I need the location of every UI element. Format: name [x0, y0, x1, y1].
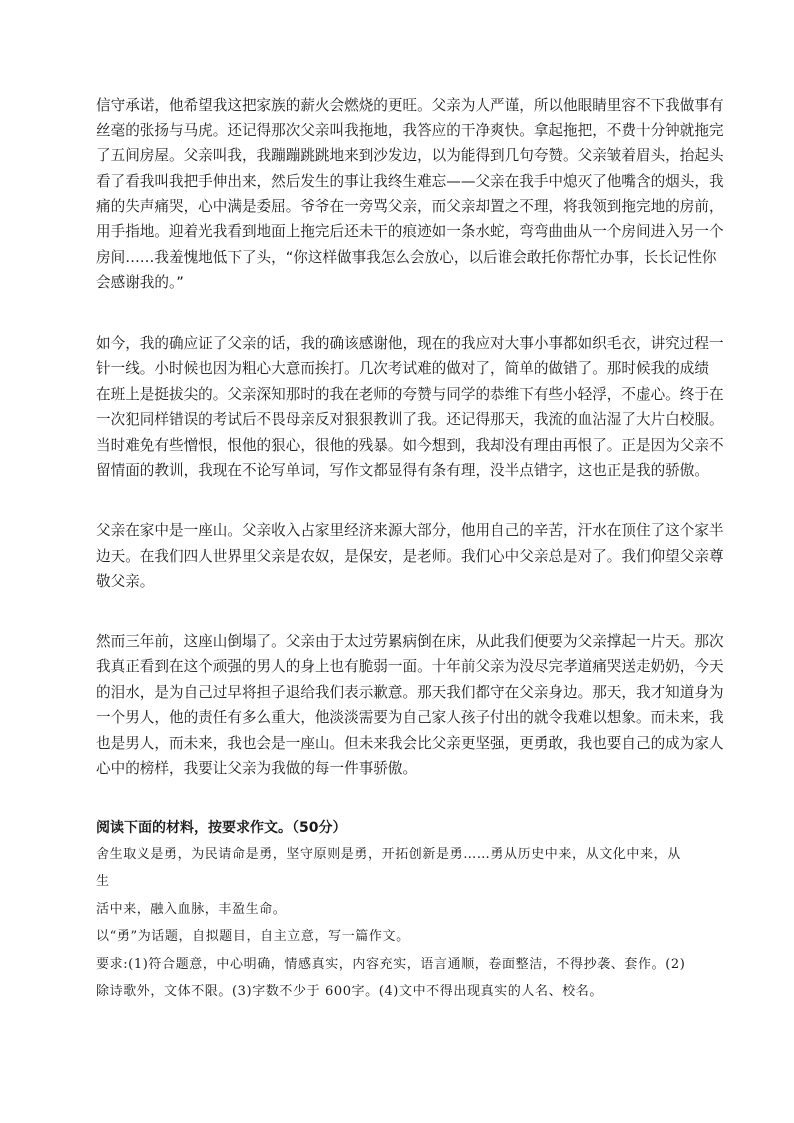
text-line: 然而三年前，这座山倒塌了。父亲由于太过劳累病倒在床，从此我们便要为父亲撑起一片天。那次: [96, 633, 724, 650]
text-line: 用手指地。迎着光我看到地面上拖完后还未干的痕迹如一条水蛇，弯弯曲曲从一个房间进入另一个: [96, 223, 724, 240]
task-heading: 阅读下面的材料，按要求作文。（50分）: [96, 820, 347, 836]
text-line: 一次犯同样错误的考试后不畏母亲反对狠狠教训了我。还记得那天，我流的血沾湿了大片白校服。: [96, 411, 724, 428]
text-line: 我真正看到在这个顽强的男人的身上也有脆弱一面。十年前父亲为没尽完孝道痛哭送走奶奶，今天: [96, 658, 724, 675]
task-line: 活中来，融入血脉，丰盈生命。: [96, 902, 287, 917]
text-line: 一个男人，他的责任有多么重大，他淡淡需要为自己家人孩子付出的就令我难以想象。而未来，我: [96, 709, 724, 726]
text-line: 针一线。小时候也因为粗心大意而挨打。几次考试难的做对了，简单的做错了。那时候我的成绩: [96, 360, 709, 377]
text-line: 看了看我叫我把手伸出来，然后发生的事让我终生难忘——父亲在我手中熄灭了他嘴含的烟头，我: [96, 173, 724, 190]
text-line: 信守承诺，他希望我这把家族的薪火会燃烧的更旺。父亲为人严谨，所以他眼睛里容不下我做事有: [96, 97, 724, 114]
text-line: 心中的榜样，我要让父亲为我做的每一件事骄傲。: [96, 760, 418, 777]
task-line: 以“勇”为话题，自拟题目，自主立意，写一篇作文。: [96, 929, 410, 944]
text-line: 父亲在家中是一座山。父亲收入占家里经济来源大部分，他用自己的辛苦，汗水在顶住了这个家半: [96, 522, 724, 539]
text-line: 如今，我的确应证了父亲的话，我的确该感谢他，现在的我应对大事小事都如织毛衣，讲究过程一: [96, 335, 724, 352]
task-line: 舍生取义是勇，为民请命是勇，坚守原则是勇，开拓创新是勇……勇从历史中来，从文化中来，从: [96, 847, 681, 862]
text-line: 的泪水，是为自己过早将担子退给我们表示歉意。那天我们都守在父亲身边。那天，我才知道身为: [96, 684, 724, 701]
text-line: 痛的失声痛哭，心中满是委屈。爷爷在一旁骂父亲，而父亲却置之不理，将我领到拖完地的房前，: [96, 198, 724, 215]
text-line: 丝毫的张扬与马虎。还记得那次父亲叫我拖地，我答应的干净爽快。拿起拖把，不费十分钟就拖完: [96, 122, 724, 139]
text-line: 在班上是挺拔尖的。父亲深知那时的我在老师的夸赞与同学的恭维下有些小轻浮，不虚心。终于在: [96, 386, 724, 403]
text-line: 会感谢我的。”: [96, 274, 184, 291]
text-line: 敬父亲。: [96, 573, 155, 590]
task-line: 要求:(1)符合题意，中心明确，情感真实，内容充实，语言通顺，卷面整洁，不得抄袭、套作。(2): [96, 957, 686, 972]
text-line: 了五间房屋。父亲叫我，我蹦蹦跳跳地来到沙发边，以为能得到几句夸赞。父亲皱着眉头，抬起头: [96, 147, 724, 164]
text-line: 当时难免有些憎恨，恨他的狠心，很他的残暴。如今想到，我却没有理由再恨了。正是因为父亲不: [96, 437, 724, 454]
text-line: 边天。在我们四人世界里父亲是农奴，是保安，是老师。我们心中父亲总是对了。我们仰望父亲尊: [96, 548, 724, 565]
task-line: 除诗歌外，文体不限。(3)字数不少于 600字。(4)文中不得出现真实的人名、校名。: [96, 984, 603, 999]
text-line: 房间……我羞愧地低下了头，“你这样做事我怎么会放心，以后谁会敢托你帮忙办事，长长记性你: [96, 249, 717, 266]
text-line: 也是男人，而未来，我也会是一座山。但未来我会比父亲更坚强，更勇敢，我也要自己的成为家人: [96, 735, 724, 752]
task-line: 生: [96, 874, 110, 889]
text-line: 留情面的教训，我现在不论写单词，写作文都显得有条有理，没半点错字，这也正是我的骄傲。: [96, 462, 709, 479]
